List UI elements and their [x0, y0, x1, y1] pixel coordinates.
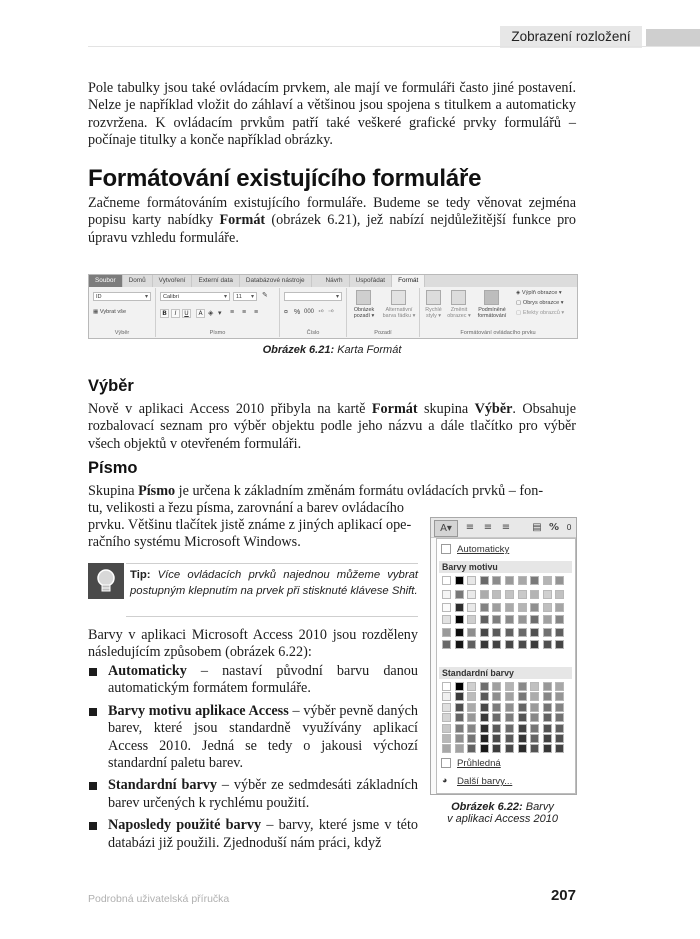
- standard-color-swatch[interactable]: [555, 703, 564, 712]
- theme-color-swatch[interactable]: [442, 590, 451, 599]
- theme-color-swatch[interactable]: [555, 576, 564, 585]
- theme-color-swatch[interactable]: [518, 576, 527, 585]
- change-shape-button[interactable]: Změnit obrazec ▾: [447, 307, 471, 320]
- standard-color-swatch[interactable]: [442, 744, 451, 753]
- theme-color-swatch[interactable]: [480, 603, 489, 612]
- standard-color-swatch[interactable]: [530, 744, 539, 753]
- font-size-combo[interactable]: 11 ▾: [233, 292, 257, 301]
- theme-color-swatch[interactable]: [442, 603, 451, 612]
- currency-icon[interactable]: ¤: [284, 309, 288, 316]
- ribbon-tab-vytvoreni[interactable]: Vytvoření: [153, 275, 193, 287]
- theme-color-swatch[interactable]: [455, 615, 464, 624]
- quick-styles-icon[interactable]: [426, 290, 441, 305]
- theme-color-swatch[interactable]: [505, 640, 514, 649]
- standard-color-swatch[interactable]: [543, 724, 552, 733]
- pismo-line-1: Skupina Písmo je určena k základním změnám formátu ovládacích prvků – fon-: [88, 483, 544, 499]
- theme-color-swatch[interactable]: [455, 603, 464, 612]
- theme-color-swatch[interactable]: [442, 615, 451, 624]
- pismo-line-4: račního systému Microsoft Windows.: [88, 534, 301, 550]
- theme-color-swatch[interactable]: [518, 590, 527, 599]
- align-center-icon[interactable]: ≡: [483, 522, 493, 533]
- standard-color-swatch[interactable]: [530, 734, 539, 743]
- standard-color-swatch[interactable]: [543, 713, 552, 722]
- font-color-button[interactable]: A: [196, 309, 205, 318]
- standard-color-swatch[interactable]: [467, 703, 476, 712]
- standard-color-swatch[interactable]: [467, 692, 476, 701]
- standard-color-swatch[interactable]: [455, 682, 464, 691]
- align-right-icon[interactable]: ≡: [254, 309, 259, 316]
- standard-color-swatch[interactable]: [505, 734, 514, 743]
- standard-color-swatch[interactable]: [505, 744, 514, 753]
- standard-color-swatch[interactable]: [455, 744, 464, 753]
- standard-color-swatch[interactable]: [442, 703, 451, 712]
- theme-color-swatch[interactable]: [518, 615, 527, 624]
- standard-color-swatch[interactable]: [530, 703, 539, 712]
- background-image-button[interactable]: Obrázek pozadí ▾: [353, 307, 375, 320]
- font-name-combo[interactable]: Calibri ▾: [160, 292, 230, 301]
- theme-color-swatch[interactable]: [455, 640, 464, 649]
- theme-color-swatch[interactable]: [467, 590, 476, 599]
- increase-decimals-icon[interactable]: ⁺⁰: [318, 310, 324, 316]
- ribbon-groups: [89, 288, 577, 337]
- background-image-icon[interactable]: [356, 290, 371, 305]
- group-label-vyber: Výběr: [114, 330, 130, 336]
- tip-box: [126, 563, 418, 617]
- ribbon-tab-externi-data[interactable]: Externí data: [192, 275, 239, 287]
- theme-color-swatch[interactable]: [480, 590, 489, 599]
- theme-color-swatch[interactable]: [480, 628, 489, 637]
- theme-color-swatch[interactable]: [505, 603, 514, 612]
- standard-color-swatch[interactable]: [543, 692, 552, 701]
- theme-color-swatch[interactable]: [467, 576, 476, 585]
- standard-color-swatch[interactable]: [518, 744, 527, 753]
- standard-color-swatch[interactable]: [442, 713, 451, 722]
- standard-color-swatch[interactable]: [505, 703, 514, 712]
- theme-color-swatch[interactable]: [492, 628, 501, 637]
- theme-color-swatch[interactable]: [492, 576, 501, 585]
- theme-color-swatch[interactable]: [467, 615, 476, 624]
- standard-color-swatch[interactable]: [455, 703, 464, 712]
- ribbon-tab-databazove-nastroje[interactable]: Databázové nástroje: [240, 275, 312, 287]
- theme-color-swatch[interactable]: [555, 590, 564, 599]
- standard-color-swatch[interactable]: [480, 682, 489, 691]
- theme-color-swatch[interactable]: [530, 615, 539, 624]
- color-palette-screenshot: [430, 517, 577, 795]
- standard-color-swatch[interactable]: [442, 682, 451, 691]
- vyber-heading: Výběr: [88, 377, 134, 395]
- theme-color-swatch[interactable]: [442, 628, 451, 637]
- more-colors-icon: ◕: [442, 775, 448, 785]
- object-select-combo[interactable]: ID ▾: [93, 292, 151, 301]
- color-menu: [436, 538, 576, 794]
- theme-color-swatch[interactable]: [530, 576, 539, 585]
- figure-6-22-caption: Obrázek 6.22: Barvy v aplikaci Access 2010: [447, 801, 558, 825]
- font-color-dropdown-icon[interactable]: A▾: [434, 520, 458, 537]
- thousands-icon[interactable]: 0: [566, 523, 572, 532]
- theme-color-swatch[interactable]: [492, 603, 501, 612]
- theme-color-swatch[interactable]: [518, 640, 527, 649]
- theme-color-swatch[interactable]: [543, 628, 552, 637]
- standard-color-swatch[interactable]: [543, 734, 552, 743]
- decrease-decimals-icon[interactable]: ⁻⁰: [328, 310, 334, 316]
- standard-color-swatch[interactable]: [467, 734, 476, 743]
- group-label-formatovani: Formátování ovládacího prvku: [460, 330, 536, 336]
- automatic-color-swatch[interactable]: [441, 544, 451, 554]
- standard-color-swatch[interactable]: [530, 713, 539, 722]
- align-left-icon[interactable]: ≡: [465, 522, 475, 533]
- align-center-icon[interactable]: ≡: [242, 309, 247, 316]
- ribbon-tab-usporadat[interactable]: Uspořádat: [350, 275, 393, 287]
- transparent-option[interactable]: Průhledná: [457, 758, 501, 769]
- standard-color-swatch[interactable]: [467, 713, 476, 722]
- ribbon-tab-soubor[interactable]: Soubor: [89, 275, 123, 287]
- standard-color-swatch[interactable]: [543, 682, 552, 691]
- standard-color-swatch[interactable]: [480, 703, 489, 712]
- standard-color-swatch[interactable]: [455, 692, 464, 701]
- standard-color-swatch[interactable]: [492, 682, 501, 691]
- pismo-heading: Písmo: [88, 459, 138, 477]
- standard-color-swatch[interactable]: [555, 734, 564, 743]
- ribbon-group-cislo: [280, 288, 347, 337]
- ribbon-tab-domu[interactable]: Domů: [123, 275, 153, 287]
- tip-text: Tip: Více ovládacích prvků najednou můžeme vybrat postupným klepnutím na prvek při stisknuté klávese Shift.: [130, 569, 418, 598]
- standard-color-swatch[interactable]: [505, 692, 514, 701]
- standard-color-swatch[interactable]: [480, 713, 489, 722]
- standard-color-swatch[interactable]: [530, 692, 539, 701]
- theme-color-swatch[interactable]: [543, 576, 552, 585]
- standard-color-swatch[interactable]: [492, 734, 501, 743]
- standard-color-swatch[interactable]: [555, 682, 564, 691]
- quick-styles-button[interactable]: Rychlé styly ▾: [425, 307, 442, 320]
- theme-color-swatch[interactable]: [492, 590, 501, 599]
- ribbon-group-pozadi: [347, 288, 420, 337]
- theme-color-swatch[interactable]: [480, 576, 489, 585]
- select-all-button[interactable]: ▦ Vybrat vše: [93, 309, 127, 315]
- standard-color-swatch[interactable]: [505, 682, 514, 691]
- ribbon-tab-navrh[interactable]: Návrh: [320, 275, 350, 287]
- theme-color-swatch[interactable]: [455, 576, 464, 585]
- standard-color-swatch[interactable]: [543, 703, 552, 712]
- theme-color-swatch[interactable]: [530, 603, 539, 612]
- ribbon-screenshot: [88, 274, 578, 339]
- standard-color-swatch[interactable]: [480, 692, 489, 701]
- fill-color-icon[interactable]: ◈: [208, 310, 214, 317]
- theme-color-swatch[interactable]: [555, 615, 564, 624]
- standard-color-swatch[interactable]: [467, 682, 476, 691]
- alternate-row-color-button[interactable]: Alternativní barva řádku ▾: [382, 307, 416, 320]
- underline-button[interactable]: U: [182, 309, 191, 318]
- theme-color-swatch[interactable]: [530, 640, 539, 649]
- standard-color-swatch[interactable]: [555, 724, 564, 733]
- shape-outline-button[interactable]: ▢ Obrys obrazce ▾: [516, 300, 564, 306]
- percent-icon[interactable]: %: [548, 522, 560, 533]
- align-right-icon[interactable]: ≡: [501, 522, 511, 533]
- standard-color-swatch[interactable]: [518, 682, 527, 691]
- theme-color-swatch[interactable]: [555, 628, 564, 637]
- theme-color-swatch[interactable]: [480, 640, 489, 649]
- theme-color-swatch[interactable]: [518, 628, 527, 637]
- color-types-list: [88, 663, 418, 857]
- bullet-barvy-motivu: Barvy motivu aplikace Access – výběr pevně daných barev, které jsou standardně využívány aplikací Access 2010. Jedná se tedy o jakousi výchozí standardní paletu barev.: [88, 703, 418, 773]
- change-shape-icon[interactable]: [451, 290, 466, 305]
- bullet-automaticky: Automaticky – nastaví původní barvu danou automatickým formátem formuláře.: [88, 663, 418, 698]
- group-label-pozadi: Pozadí: [374, 330, 392, 336]
- theme-color-swatch[interactable]: [543, 615, 552, 624]
- theme-color-swatch[interactable]: [455, 628, 464, 637]
- standard-color-swatch[interactable]: [555, 744, 564, 753]
- standard-color-swatch[interactable]: [555, 713, 564, 722]
- standard-color-swatch[interactable]: [442, 724, 451, 733]
- vyber-paragraph: Nově v aplikaci Access 2010 přibyla na kartě Formát skupina Výběr. Obsahuje rozbalovací seznam pro výběr objektu podle jeho názvu a dále tlačítko pro výběr všech objektů v otevřeném formuláři.: [88, 401, 576, 452]
- group-label-cislo: Číslo: [306, 330, 320, 336]
- alternate-row-color-icon[interactable]: [391, 290, 406, 305]
- standard-color-swatch[interactable]: [455, 724, 464, 733]
- standard-color-swatch[interactable]: [518, 713, 527, 722]
- format-painter-icon[interactable]: ✎: [262, 292, 268, 299]
- colors-paragraph: Barvy v aplikaci Microsoft Access 2010 jsou rozděleny následujícím způsobem (obrázek 6.22):: [88, 627, 418, 661]
- standard-colors-header: Standardní barvy: [439, 667, 572, 679]
- theme-color-swatch[interactable]: [543, 640, 552, 649]
- conditional-formatting-icon[interactable]: [484, 290, 499, 305]
- theme-color-swatch[interactable]: [467, 603, 476, 612]
- running-header: Zobrazení rozložení: [500, 26, 642, 48]
- standard-color-swatch[interactable]: [492, 724, 501, 733]
- align-left-icon[interactable]: ≡: [230, 309, 235, 316]
- theme-color-swatch[interactable]: [543, 603, 552, 612]
- theme-color-swatch[interactable]: [505, 615, 514, 624]
- bold-button[interactable]: B: [160, 309, 169, 318]
- ribbon-group-formatovani: [420, 288, 576, 337]
- automatic-option[interactable]: Automaticky: [457, 544, 510, 555]
- transparent-swatch[interactable]: [441, 758, 451, 768]
- standard-color-swatch[interactable]: [530, 724, 539, 733]
- standard-color-swatch[interactable]: [442, 734, 451, 743]
- percent-button[interactable]: %: [294, 309, 301, 316]
- tip-bulb-icon: [88, 563, 124, 599]
- standard-color-swatch[interactable]: [467, 744, 476, 753]
- standard-color-swatch[interactable]: [492, 703, 501, 712]
- ribbon-group-vyber: [89, 288, 156, 337]
- group-label-pismo: Písmo: [209, 330, 226, 336]
- standard-color-swatch[interactable]: [492, 692, 501, 701]
- theme-color-swatch[interactable]: [455, 590, 464, 599]
- intro-paragraph: Pole tabulky jsou také ovládacím prvkem, ale mají ve formuláři často jiné postavení. Nelze je například vložit do záhlaví a většinou jsou spojena s titulkem a automaticky rozvržena. K ovládacím prvkům patří také veškeré grafické prvky formulářů – počínaje titulky a konče například obrázky.: [88, 80, 576, 149]
- theme-color-swatch[interactable]: [530, 590, 539, 599]
- standard-color-swatch[interactable]: [518, 703, 527, 712]
- standard-color-swatch[interactable]: [480, 744, 489, 753]
- standard-color-swatch[interactable]: [455, 734, 464, 743]
- palette-toolbar: [431, 518, 576, 538]
- section-paragraph: Začneme formátováním existujícího formuláře. Budeme se tedy věnovat zejména popisu karty nabídky Formát (obrázek 6.21), jež nabízí nejdůležitější funkce pro úpravu vzhledu formuláře.: [88, 195, 576, 246]
- standard-color-swatch[interactable]: [518, 724, 527, 733]
- standard-color-swatch[interactable]: [467, 724, 476, 733]
- footer-book-title: Podrobná uživatelská příručka: [88, 893, 230, 905]
- section-heading: Formátování existujícího formuláře: [88, 165, 482, 192]
- bullet-standardni-barvy: Standardní barvy – výběr ze sedmdesáti základních barev určených k rychlému použití.: [88, 777, 418, 812]
- standard-color-swatch[interactable]: [543, 744, 552, 753]
- standard-color-swatch[interactable]: [480, 724, 489, 733]
- more-colors-option[interactable]: Další barvy...: [457, 776, 513, 787]
- standard-color-swatch[interactable]: [455, 713, 464, 722]
- theme-colors-header: Barvy motivu: [439, 561, 572, 573]
- italic-button[interactable]: I: [171, 309, 180, 318]
- shape-effects-button[interactable]: ▢ Efekty obrazců ▾: [516, 310, 565, 316]
- alternate-color-icon[interactable]: ▾: [218, 310, 222, 317]
- header-tab-decoration: [646, 29, 700, 46]
- theme-color-swatch[interactable]: [505, 590, 514, 599]
- standard-color-swatch[interactable]: [518, 734, 527, 743]
- standard-color-swatch[interactable]: [492, 713, 501, 722]
- bullet-naposledy-pouzite: Naposledy použité barvy – barvy, které jsme v této databázi již použili. Zjednoduší nám práci, když: [88, 817, 418, 852]
- theme-color-swatch[interactable]: [492, 615, 501, 624]
- theme-color-swatch[interactable]: [442, 640, 451, 649]
- theme-color-swatch[interactable]: [555, 603, 564, 612]
- theme-color-swatch[interactable]: [530, 628, 539, 637]
- pismo-line-3: prvku. Většinu tlačítek jistě známe z jiných aplikací ope-: [88, 517, 412, 533]
- theme-color-swatch[interactable]: [442, 576, 451, 585]
- theme-color-swatch[interactable]: [467, 628, 476, 637]
- shape-fill-button[interactable]: ◈ Výplň obrazce ▾: [516, 290, 562, 296]
- ribbon-group-pismo: [156, 288, 280, 337]
- header-rule: [88, 46, 700, 47]
- ribbon-tabs: [89, 275, 577, 287]
- theme-color-swatch[interactable]: [505, 576, 514, 585]
- thousands-button[interactable]: 000: [304, 309, 315, 315]
- theme-color-swatch[interactable]: [518, 603, 527, 612]
- currency-icon[interactable]: ▤: [532, 522, 542, 533]
- conditional-formatting-button[interactable]: Podmíněné formátování: [477, 307, 507, 320]
- standard-color-swatch[interactable]: [492, 744, 501, 753]
- figure-6-21-caption: Obrázek 6.21: Karta Formát: [262, 344, 402, 356]
- standard-color-swatch[interactable]: [555, 692, 564, 701]
- theme-color-swatch[interactable]: [555, 640, 564, 649]
- theme-color-swatch[interactable]: [467, 640, 476, 649]
- theme-color-swatch[interactable]: [505, 628, 514, 637]
- standard-color-swatch[interactable]: [518, 692, 527, 701]
- page-number: 207: [550, 887, 576, 904]
- ribbon-tab-format[interactable]: Formát: [392, 275, 425, 287]
- standard-color-swatch[interactable]: [442, 692, 451, 701]
- standard-color-swatch[interactable]: [505, 724, 514, 733]
- number-format-combo[interactable]: [284, 292, 342, 301]
- theme-color-swatch[interactable]: [492, 640, 501, 649]
- pismo-line-2: tu, velikosti a řezu písma, zarovnání a barev ovládacího: [88, 500, 404, 516]
- standard-color-swatch[interactable]: [530, 682, 539, 691]
- theme-color-swatch[interactable]: [480, 615, 489, 624]
- standard-color-swatch[interactable]: [505, 713, 514, 722]
- theme-color-swatch[interactable]: [543, 590, 552, 599]
- standard-color-swatch[interactable]: [480, 734, 489, 743]
